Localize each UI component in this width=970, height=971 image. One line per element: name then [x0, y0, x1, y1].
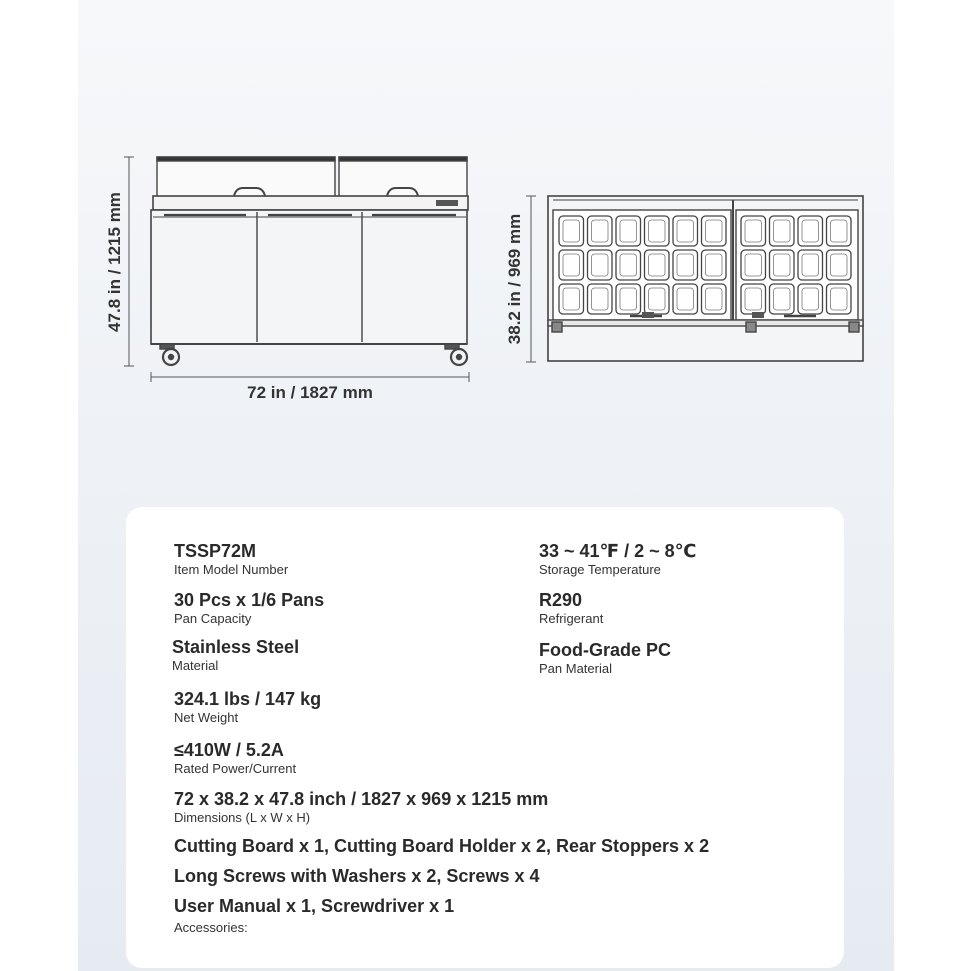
spec-label: Pan Material: [539, 661, 612, 676]
height-label: 47.8 in / 1215 mm: [105, 192, 124, 332]
spec-label: Storage Temperature: [539, 562, 661, 577]
spec-model: [174, 541, 288, 578]
spec-value: R290: [539, 590, 583, 610]
spec-label: Dimensions (L x W x H): [174, 810, 311, 825]
width-label: 72 in / 1827 mm: [247, 383, 373, 402]
spec-label: Rated Power/Current: [174, 761, 297, 776]
front-view: [151, 157, 468, 365]
spec-value: TSSP72M: [174, 541, 257, 561]
spec-temperature: [539, 541, 696, 578]
spec-value: 30 Pcs x 1/6 Pans: [174, 590, 325, 610]
spec-value: 33 ~ 41℉ / 2 ~ 8℃: [539, 541, 697, 561]
pan-grid: [559, 216, 851, 314]
height-dimension: [124, 157, 134, 366]
spec-net-weight: [174, 689, 321, 726]
spec-power: [174, 740, 296, 777]
accessories-label: Accessories:: [174, 920, 248, 935]
accessories-line-2: Long Screws with Washers x 2, Screws x 4: [174, 866, 540, 886]
dimension-diagrams: [0, 0, 970, 460]
spec-value: 72 x 38.2 x 47.8 inch / 1827 x 969 x 1215 mm: [174, 789, 549, 809]
spec-value: ≤410W / 5.2A: [174, 740, 284, 760]
spec-label: Item Model Number: [174, 562, 289, 577]
depth-dimension: [526, 196, 536, 362]
spec-value: Stainless Steel: [172, 637, 300, 657]
spec-refrigerant: [539, 590, 603, 627]
spec-label: Refrigerant: [539, 611, 604, 626]
spec-value: 324.1 lbs / 147 kg: [174, 689, 322, 709]
spec-material: [172, 637, 299, 674]
spec-dimensions: [174, 789, 548, 826]
spec-pan-material: [539, 640, 671, 677]
spec-pan-capacity: [174, 590, 324, 627]
top-view: [548, 196, 863, 361]
spec-value: Food-Grade PC: [539, 640, 672, 660]
accessories-line-3: User Manual x 1, Screwdriver x 1: [174, 896, 455, 916]
depth-label: 38.2 in / 969 mm: [505, 213, 524, 345]
width-dimension: [151, 372, 469, 382]
spec-label: Net Weight: [174, 710, 239, 725]
spec-label: Material: [172, 658, 219, 673]
accessories-line-1: Cutting Board x 1, Cutting Board Holder x 2, Rear Stoppers x 2: [174, 836, 710, 856]
spec-label: Pan Capacity: [174, 611, 252, 626]
